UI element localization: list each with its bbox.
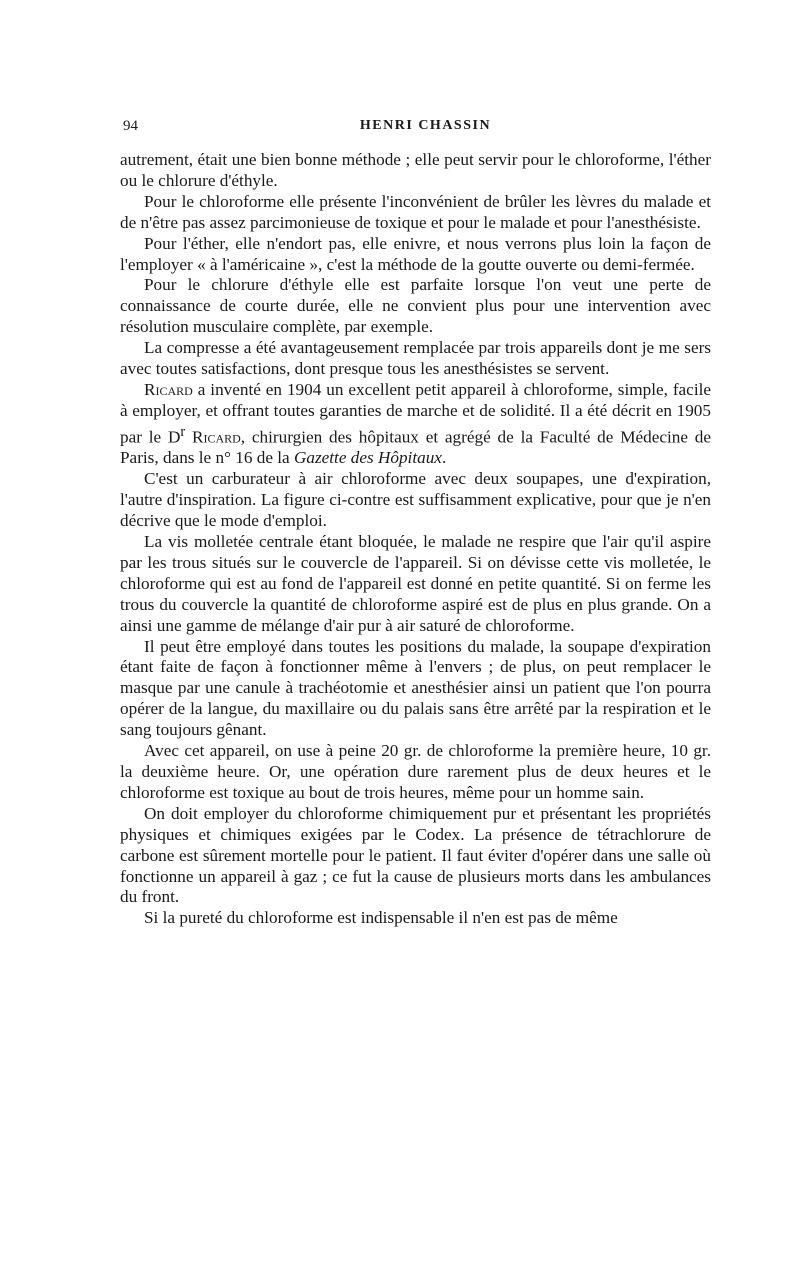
paragraph-11: On doit employer du chloroforme chimiquement pur et présentant les propriétés physiques et chimiques exigées par le Codex. La présence de tétrachlorure de carbone est sûrement mortelle pour le patient. Il faut éviter d'opérer dans une salle où fonctionne un appareil à gaz ; ce fut la cause de plusieurs morts dans les ambulances du front. — [120, 803, 711, 907]
paragraph-8: La vis molletée centrale étant bloquée, le malade ne respire que l'air qu'il aspire par les trous situés sur le couvercle de l'appareil. Si on dévisse cette vis molletée, le chloroforme qui est au fond de l'appareil est donné en petite quantité. Si on ferme les trous du couvercle la quantité de chloroforme aspiré est de plus en plus grande. On a ainsi une gamme de mélange d'air pur à air saturé de chloroforme. — [120, 532, 711, 635]
author-name-ricard: Ricard — [144, 379, 193, 399]
page-number: 94 — [123, 118, 138, 134]
paragraph-12: Si la pureté du chloroforme est indispensable il n'en est pas de même — [144, 908, 618, 928]
paragraph-5: La compresse a été avantageusement remplacée par trois appareils dont je me sers avec toutes satisfactions, dont presque tous les anesthésistes se servent. — [120, 338, 711, 379]
paragraph-3: Pour l'éther, elle n'endort pas, elle enivre, et nous verrons plus loin la façon de l'employer « à l'américaine », c'est la méthode de la goutte ouverte ou demi-fermée. — [120, 233, 711, 274]
paragraph-1: autrement, était une bien bonne méthode ; elle peut servir pour le chloroforme, l'éther ou le chlorure d'éthyle. — [120, 150, 711, 190]
paragraph-2: Pour le chloroforme elle présente l'inconvénient de brûler les lèvres du malade et de n'être pas assez parcimonieuse de toxique et pour le malade et pour l'anesthésiste. — [120, 191, 711, 232]
book-page — [120, 118, 711, 929]
paragraph-6-part-1: a inventé en 1904 un excellent petit appareil à chloroforme, simple, facile à employer, et offrant toutes garanties de marche et de solidité. Il a été décrit en 1905 par le D — [120, 379, 711, 447]
paragraph-6-part-3: . — [441, 448, 447, 468]
author-name-ricard-2: Ricard — [191, 427, 241, 447]
page-header — [120, 118, 711, 140]
paragraph-10: Avec cet appareil, on use à peine 20 gr. de chloroforme la première heure, 10 gr. la deuxième heure. Or, une opération dure rarement plus de deux heures et le chloroforme est toxique au bout de trois heures, même pour un homme sain. — [120, 741, 711, 802]
paragraph-6 — [120, 380, 711, 469]
running-head: HENRI CHASSIN — [359, 118, 492, 133]
paragraph-4: Pour le chlorure d'éthyle elle est parfaite lorsque l'on veut une perte de connaissance de courte durée, elle ne convient plus pour une intervention avec résolution musculaire complète, par exemple. — [120, 275, 711, 337]
journal-title: Gazette des Hôpitaux — [293, 448, 442, 468]
paragraph-6-part-2: , chirurgien des hôpitaux et agrégé de la Faculté de Médecine de Paris, dans le n° 16 de la — [120, 427, 712, 468]
paragraph-7: C'est un carburateur à air chloroforme avec deux soupapes, une d'expiration, l'autre d'inspiration. La figure ci-contre est suffisamment explicative, pour que je n'en décrive que le mode d'emploi. — [120, 469, 711, 531]
doctor-abbrev-superscript: r — [180, 423, 186, 440]
paragraph-9: Il peut être employé dans toutes les positions du malade, la soupape d'expiration étant faite de façon à fonctionner même à l'envers ; de plus, on peut remplacer le masque par une canule à trachéotomie et anesthésier ainsi un patient que l'on pourra opérer de la langue, du maxillaire ou du palais sans être arrêté par la respiration et le sang toujours gênant. — [120, 636, 711, 740]
text-body — [120, 150, 711, 929]
